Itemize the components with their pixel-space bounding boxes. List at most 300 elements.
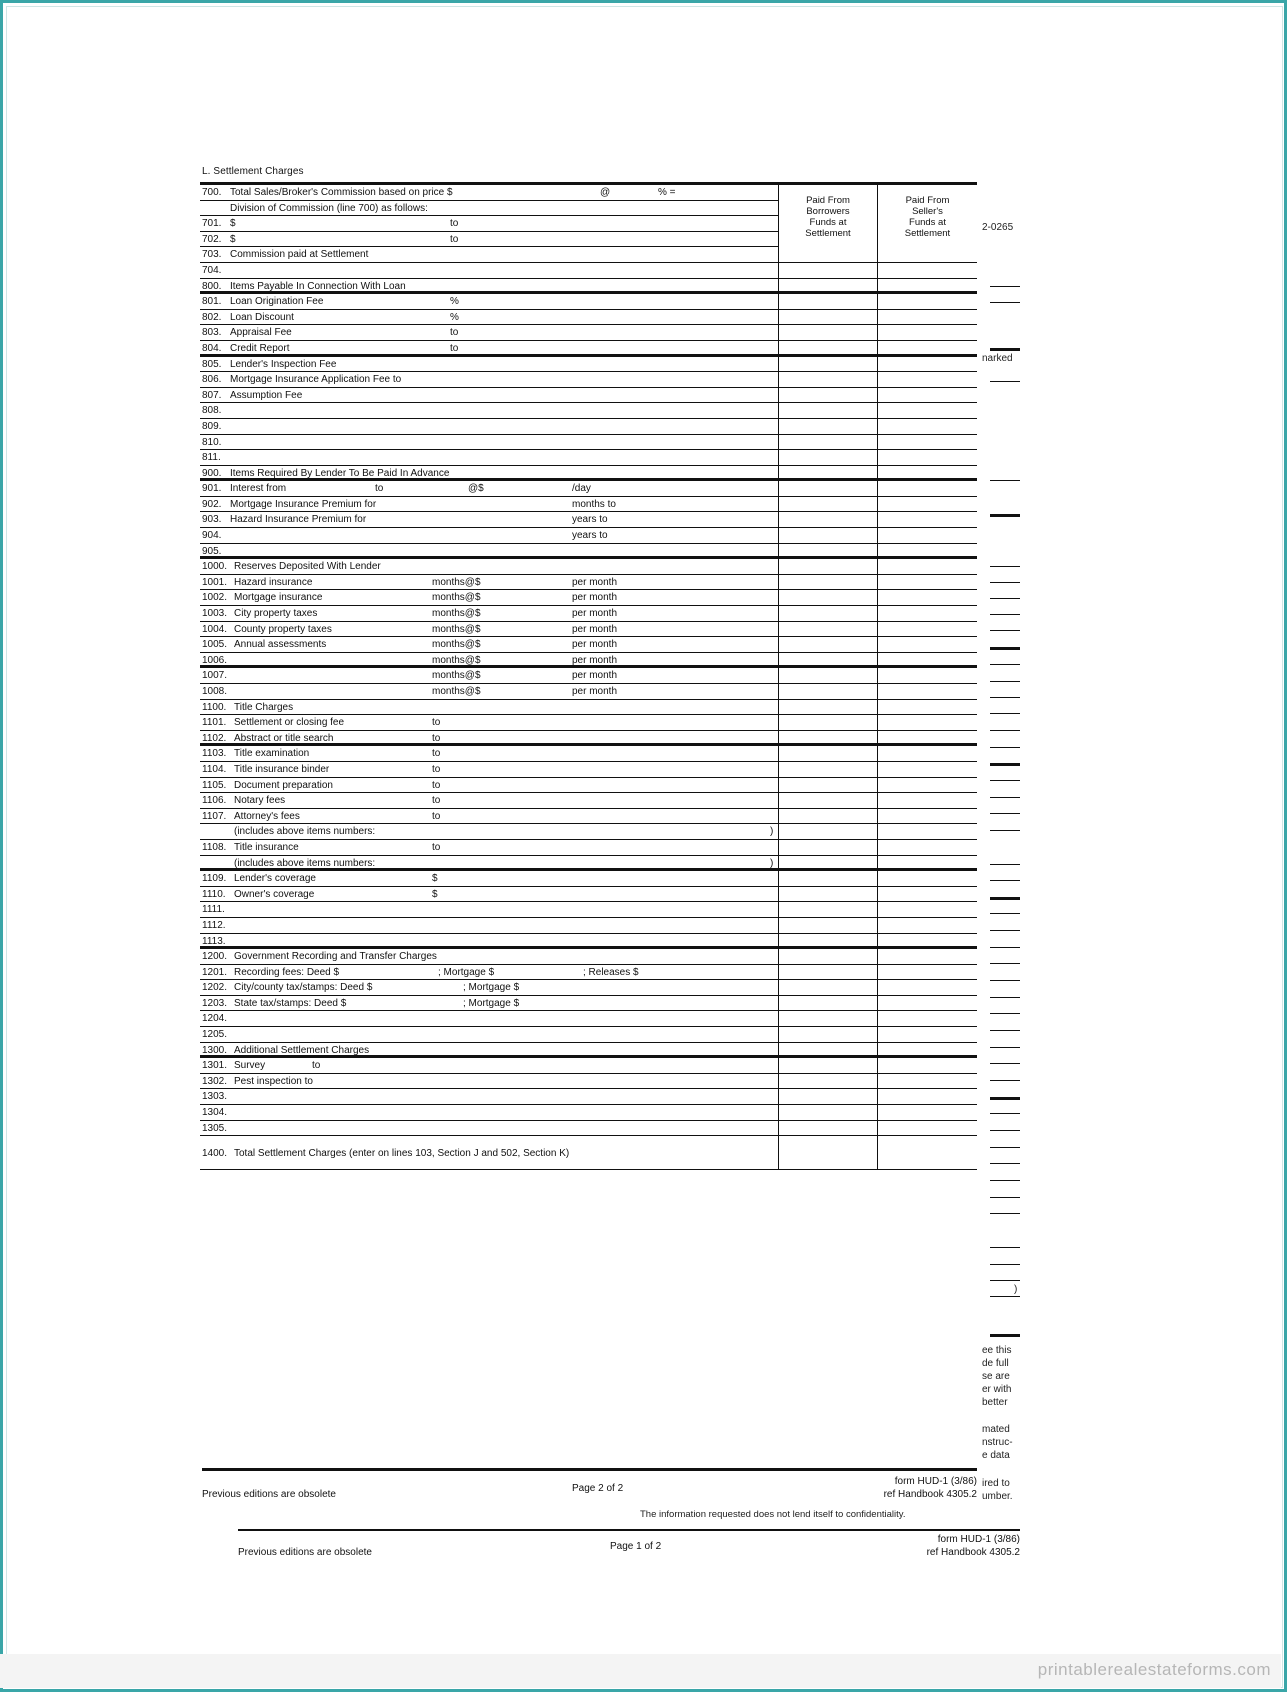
row-description	[200, 1058, 778, 1073]
seller-amount-cell[interactable]	[877, 1027, 977, 1042]
seller-amount-cell[interactable]	[877, 263, 977, 278]
line-label: Mortgage insurance	[234, 592, 323, 604]
line-label: (includes above items numbers:	[234, 857, 376, 869]
borrower-amount-cell[interactable]	[778, 1074, 877, 1089]
charge-row	[200, 185, 778, 201]
seller-amount-cell[interactable]	[877, 403, 977, 418]
borrower-amount-cell[interactable]	[778, 388, 877, 403]
marked-text-fragment: narked	[982, 353, 1013, 364]
borrower-amount-cell[interactable]	[778, 622, 877, 637]
seller-amount-cell[interactable]	[877, 466, 977, 479]
settlement-charges-form	[200, 162, 977, 1170]
seller-amount-cell[interactable]	[877, 559, 977, 574]
seller-header-line: Settlement	[904, 228, 951, 239]
back-footer-obsolete-note: Previous editions are obsolete	[238, 1547, 372, 1558]
seller-amount-cell[interactable]	[877, 294, 977, 309]
charge-row	[200, 1011, 977, 1027]
line-field-label: to	[450, 218, 459, 230]
back-rule-line	[990, 897, 1020, 900]
borrower-amount-cell[interactable]	[778, 949, 877, 964]
line-field-label: @$	[468, 483, 484, 495]
seller-amount-cell[interactable]	[877, 435, 977, 450]
back-rule-line	[990, 302, 1020, 303]
borrower-amount-cell[interactable]	[778, 700, 877, 715]
borrower-amount-cell[interactable]	[778, 247, 877, 262]
row-description	[200, 949, 778, 964]
borrower-amount-cell[interactable]	[778, 419, 877, 434]
seller-amount-cell[interactable]	[877, 856, 977, 869]
line-label: Owner's coverage	[234, 888, 315, 900]
seller-amount-cell[interactable]	[877, 1136, 977, 1169]
borrower-amount-cell[interactable]	[778, 450, 877, 465]
seller-amount-cell[interactable]	[877, 528, 977, 543]
borrower-amount-cell[interactable]	[778, 902, 877, 917]
section-header-row	[200, 1043, 977, 1059]
seller-amount-cell[interactable]	[877, 809, 977, 824]
seller-amount-cell[interactable]	[877, 778, 977, 793]
borrower-amount-cell[interactable]	[778, 918, 877, 933]
line-field-label: months@$	[432, 623, 481, 635]
seller-amount-cell[interactable]	[877, 388, 977, 403]
line-field-label: to	[450, 327, 459, 339]
line-label: $	[230, 233, 236, 245]
borrower-amount-cell[interactable]	[778, 357, 877, 372]
line-number: 811.	[202, 452, 221, 464]
charge-row	[200, 1089, 977, 1105]
seller-amount-cell[interactable]	[877, 1121, 977, 1136]
row-description	[200, 668, 778, 683]
line-number: 1113.	[202, 935, 226, 947]
back-rule-line	[990, 780, 1020, 781]
borrower-amount-cell[interactable]	[778, 934, 877, 947]
line-field-label: %	[450, 311, 459, 323]
row-description	[200, 996, 778, 1011]
line-number: 1305.	[202, 1122, 228, 1134]
line-number: 801.	[202, 296, 222, 308]
line-field-label: per month	[572, 608, 618, 620]
seller-amount-cell[interactable]	[877, 357, 977, 372]
seller-amount-cell[interactable]	[877, 606, 977, 621]
borrower-amount-cell[interactable]	[778, 653, 877, 666]
seller-amount-cell[interactable]	[877, 668, 977, 683]
seller-amount-cell[interactable]	[877, 372, 977, 387]
charge-row	[200, 575, 977, 591]
row-description	[200, 1105, 778, 1120]
row-description	[200, 263, 778, 278]
seller-amount-cell[interactable]	[877, 497, 977, 512]
borrower-header-line: Borrowers	[806, 206, 850, 217]
line-number: 1106.	[202, 795, 227, 807]
borrower-amount-cell[interactable]	[778, 1027, 877, 1042]
row-description	[200, 450, 778, 465]
line-number: 1301.	[202, 1060, 228, 1072]
seller-amount-cell[interactable]	[877, 824, 977, 839]
seller-amount-cell[interactable]	[877, 731, 977, 744]
footer-handbook-ref: ref Handbook 4305.2	[883, 1489, 977, 1500]
borrower-amount-cell[interactable]	[778, 809, 877, 824]
row-description	[200, 575, 778, 590]
borrower-amount-cell[interactable]	[778, 746, 877, 761]
seller-amount-cell[interactable]	[877, 512, 977, 527]
borrower-amount-cell[interactable]	[778, 559, 877, 574]
back-rule-line	[990, 1163, 1020, 1164]
line-label: Interest from	[230, 483, 287, 495]
borrower-amount-cell[interactable]	[778, 793, 877, 808]
line-number: 803.	[202, 327, 222, 339]
back-text-fragment: mated	[982, 1424, 1010, 1435]
charge-row	[200, 980, 977, 996]
charge-row	[200, 247, 977, 263]
line-label: City property taxes	[234, 608, 318, 620]
line-label: Total Sales/Broker's Commission based on price $	[230, 187, 453, 198]
back-rule-line	[990, 1264, 1020, 1265]
seller-amount-cell[interactable]	[877, 793, 977, 808]
row-description	[200, 357, 778, 372]
charge-row	[200, 622, 977, 638]
seller-amount-cell[interactable]	[877, 622, 977, 637]
seller-amount-cell[interactable]	[877, 419, 977, 434]
line-number: 1006.	[202, 654, 228, 666]
seller-amount-cell[interactable]	[877, 700, 977, 715]
seller-amount-cell[interactable]	[877, 653, 977, 666]
row-description	[200, 325, 778, 340]
row-description	[200, 201, 778, 216]
row-description	[200, 980, 778, 995]
borrower-amount-cell[interactable]	[778, 715, 877, 730]
borrower-amount-cell[interactable]	[778, 871, 877, 886]
line-label: Lender's Inspection Fee	[230, 358, 337, 370]
seller-amount-cell[interactable]	[877, 1074, 977, 1089]
line-label: Loan Discount	[230, 311, 294, 323]
borrower-amount-cell[interactable]	[778, 294, 877, 309]
borrower-amount-cell[interactable]	[778, 497, 877, 512]
borrower-amount-cell[interactable]	[778, 263, 877, 278]
line-label: Recording fees: Deed $	[234, 966, 340, 978]
seller-amount-cell[interactable]	[877, 575, 977, 590]
line-label: Mortgage Insurance Premium for	[230, 498, 377, 510]
line-field-label: to	[450, 342, 459, 354]
line-number: 1110.	[202, 888, 226, 900]
charge-row	[200, 590, 977, 606]
line-field-label: to	[432, 717, 441, 729]
row-description	[200, 497, 778, 512]
row-description	[200, 840, 778, 855]
seller-amount-cell[interactable]	[877, 247, 977, 262]
row-description	[200, 965, 778, 980]
back-rule-line	[990, 647, 1020, 650]
borrower-amount-cell[interactable]	[778, 606, 877, 621]
seller-amount-cell[interactable]	[877, 1105, 977, 1120]
row-description	[200, 824, 778, 839]
seller-amount-cell[interactable]	[877, 918, 977, 933]
row-description	[200, 934, 778, 947]
seller-amount-cell[interactable]	[877, 965, 977, 980]
section-header-row	[200, 949, 977, 965]
line-number: 904.	[202, 530, 222, 542]
borrower-amount-cell[interactable]	[778, 731, 877, 744]
line-label: Settlement or closing fee	[234, 717, 345, 729]
seller-amount-cell[interactable]	[877, 1011, 977, 1026]
charges-table	[200, 185, 977, 1170]
omb-number-fragment: 2-0265	[982, 222, 1014, 233]
line-label: Title insurance binder	[234, 763, 330, 775]
charge-row	[200, 1121, 977, 1137]
charge-row	[200, 996, 977, 1012]
back-rule-line	[990, 1030, 1020, 1031]
line-field-label: months@$	[432, 576, 481, 588]
line-label: Notary fees	[234, 795, 286, 807]
seller-amount-cell[interactable]	[877, 590, 977, 605]
charge-row	[200, 263, 977, 279]
back-rule-line	[990, 348, 1020, 351]
borrower-amount-cell[interactable]	[778, 1136, 877, 1169]
line-label: Division of Commission (line 700) as follows:	[230, 202, 428, 214]
borrower-amount-cell[interactable]	[778, 544, 877, 557]
line-number: 1108.	[202, 841, 227, 853]
row-description	[200, 528, 778, 543]
seller-amount-cell[interactable]	[877, 544, 977, 557]
line-number: 1204.	[202, 1013, 228, 1025]
borrower-amount-cell[interactable]	[778, 1011, 877, 1026]
borrower-amount-cell[interactable]	[778, 1121, 877, 1136]
borrower-amount-cell[interactable]	[778, 980, 877, 995]
row-description	[200, 809, 778, 824]
line-field-label: to	[432, 763, 441, 775]
footer-page-number: Page 2 of 2	[572, 1483, 624, 1494]
charge-row	[200, 216, 778, 232]
row-description	[200, 559, 778, 574]
section-title: L. Settlement Charges	[200, 162, 977, 185]
seller-amount-cell[interactable]	[877, 481, 977, 496]
row-description	[200, 1089, 778, 1104]
line-field-label: months@$	[432, 639, 481, 651]
borrower-amount-cell[interactable]	[778, 965, 877, 980]
borrower-amount-cell[interactable]	[778, 856, 877, 869]
seller-amount-cell[interactable]	[877, 684, 977, 699]
line-field-label: months to	[572, 498, 616, 510]
row-description	[200, 778, 778, 793]
row-description	[200, 388, 778, 403]
line-number: 1105.	[202, 779, 227, 791]
back-rule-line	[990, 514, 1020, 517]
line-number: 1300.	[202, 1044, 228, 1056]
line-number: 1205.	[202, 1029, 228, 1041]
borrower-amount-cell[interactable]	[778, 528, 877, 543]
borrower-amount-cell[interactable]	[778, 1105, 877, 1120]
borrower-header-line: Settlement	[805, 228, 851, 239]
borrower-amount-cell[interactable]	[778, 668, 877, 683]
charge-row	[200, 1136, 977, 1170]
back-rule-line	[990, 980, 1020, 981]
row-description	[200, 902, 778, 917]
borrower-amount-cell[interactable]	[778, 435, 877, 450]
charge-row	[200, 809, 977, 825]
borrower-amount-cell[interactable]	[778, 590, 877, 605]
charge-row	[200, 294, 977, 310]
line-number: 810.	[202, 436, 222, 448]
row-description	[200, 918, 778, 933]
line-label: Items Required By Lender To Be Paid In Advance	[230, 467, 450, 479]
back-rule-line	[990, 797, 1020, 798]
charge-row	[200, 528, 977, 544]
line-number: 1004.	[202, 623, 228, 635]
back-rule-line	[990, 1334, 1020, 1337]
row-description	[200, 715, 778, 730]
line-number: 1201.	[202, 966, 228, 978]
back-rule-line	[990, 747, 1020, 748]
seller-amount-cell[interactable]	[877, 949, 977, 964]
back-rule-line	[990, 664, 1020, 665]
seller-header-line: Paid From	[905, 195, 950, 206]
line-field-label: $	[432, 888, 438, 900]
row-description	[200, 372, 778, 387]
line-label: Abstract or title search	[234, 732, 334, 744]
line-field-label: to	[432, 779, 441, 791]
charge-row	[200, 310, 977, 326]
seller-header-line: Seller's	[912, 206, 943, 217]
borrower-amount-cell[interactable]	[778, 637, 877, 652]
charge-row	[200, 684, 977, 700]
row-description	[200, 1027, 778, 1042]
borrower-amount-cell[interactable]	[778, 403, 877, 418]
back-rule-line	[990, 1013, 1020, 1014]
row-description	[200, 310, 778, 325]
line-number: 800.	[202, 280, 222, 292]
line-number: 1000.	[202, 561, 228, 573]
borrower-amount-cell[interactable]	[778, 575, 877, 590]
back-text-fragment: se are	[982, 1371, 1010, 1382]
line-number: 1400.	[202, 1148, 228, 1160]
line-field-label: to	[432, 795, 441, 807]
line-label: Credit Report	[230, 342, 290, 354]
borrower-amount-cell[interactable]	[778, 840, 877, 855]
seller-amount-cell[interactable]	[877, 840, 977, 855]
seller-amount-cell[interactable]	[877, 637, 977, 652]
back-text-fragment: de full	[982, 1358, 1009, 1369]
seller-amount-cell[interactable]	[877, 1043, 977, 1056]
borrower-amount-cell[interactable]	[778, 279, 877, 292]
borrower-amount-cell[interactable]	[778, 512, 877, 527]
line-number: 700.	[202, 187, 222, 198]
back-rule-line	[990, 1063, 1020, 1064]
borrower-amount-cell[interactable]	[778, 887, 877, 902]
seller-amount-cell[interactable]	[877, 871, 977, 886]
seller-amount-cell[interactable]	[877, 934, 977, 947]
seller-amount-cell[interactable]	[877, 996, 977, 1011]
back-page-disclaimer: The information requested does not lend itself to confidentiality.	[640, 1509, 906, 1520]
borrower-amount-cell[interactable]	[778, 1058, 877, 1073]
row-description	[200, 341, 778, 354]
seller-amount-cell[interactable]	[877, 1058, 977, 1073]
seller-amount-cell[interactable]	[877, 310, 977, 325]
back-text-fragment: umber.	[982, 1491, 1013, 1502]
borrower-amount-cell[interactable]	[778, 310, 877, 325]
back-rule-line	[990, 1047, 1020, 1048]
line-number: 1203.	[202, 997, 228, 1009]
line-label: Attorney's fees	[234, 810, 300, 822]
seller-amount-cell[interactable]	[877, 715, 977, 730]
borrower-amount-cell[interactable]	[778, 684, 877, 699]
row-description	[200, 232, 778, 247]
seller-amount-cell[interactable]	[877, 887, 977, 902]
seller-amount-cell[interactable]	[877, 980, 977, 995]
row-description	[200, 887, 778, 902]
row-description	[200, 871, 778, 886]
line-number: 805.	[202, 358, 222, 370]
back-rule-line	[990, 864, 1020, 865]
line-label: Additional Settlement Charges	[234, 1044, 370, 1056]
charge-row	[200, 653, 977, 669]
charge-row	[200, 357, 977, 373]
seller-amount-cell[interactable]	[877, 325, 977, 340]
line-label: City/county tax/stamps: Deed $	[234, 982, 373, 994]
line-field-label: to	[375, 483, 384, 495]
borrower-amount-cell[interactable]	[778, 996, 877, 1011]
charge-row	[200, 902, 977, 918]
line-label: $	[230, 218, 236, 230]
borrower-amount-cell[interactable]	[778, 325, 877, 340]
borrower-amount-cell[interactable]	[778, 824, 877, 839]
line-field-label: years to	[572, 530, 608, 542]
line-number: 1103.	[202, 748, 227, 760]
charge-row	[200, 419, 977, 435]
borrower-amount-cell[interactable]	[778, 481, 877, 496]
row-description	[200, 731, 778, 744]
row-description	[200, 1011, 778, 1026]
line-number: 1111.	[202, 904, 225, 916]
line-number: 1100.	[202, 701, 227, 713]
back-rule-line	[990, 930, 1020, 931]
seller-amount-cell[interactable]	[877, 279, 977, 292]
back-rule-line	[990, 1097, 1020, 1100]
charge-row	[200, 372, 977, 388]
borrower-amount-cell[interactable]	[778, 762, 877, 777]
page-footer	[202, 1468, 977, 1507]
borrower-amount-cell[interactable]	[778, 372, 877, 387]
charge-row	[200, 403, 977, 419]
borrower-amount-cell[interactable]	[778, 466, 877, 479]
line-field-label: per month	[572, 639, 618, 651]
seller-amount-cell[interactable]	[877, 450, 977, 465]
line-label: Mortgage Insurance Application Fee to	[230, 374, 402, 386]
row-description	[200, 1136, 778, 1169]
charge-row	[200, 606, 977, 622]
seller-amount-cell[interactable]	[877, 762, 977, 777]
seller-amount-cell[interactable]	[877, 341, 977, 354]
watermark-text: printablerealestateforms.com	[1037, 1660, 1271, 1679]
charge-row	[200, 544, 977, 560]
charge-row	[200, 1074, 977, 1090]
row-description	[200, 481, 778, 496]
back-rule-line	[990, 681, 1020, 682]
line-number: 1302.	[202, 1075, 228, 1087]
borrower-amount-cell[interactable]	[778, 778, 877, 793]
borrower-amount-cell[interactable]	[778, 341, 877, 354]
seller-amount-cell[interactable]	[877, 746, 977, 761]
line-number: 1102.	[202, 732, 227, 744]
back-rule-line	[990, 1147, 1020, 1148]
row-description	[200, 279, 778, 292]
line-number: 1001.	[202, 576, 228, 588]
line-field-label: to	[432, 841, 441, 853]
row-description	[200, 637, 778, 652]
line-field-label: ; Mortgage $	[463, 982, 520, 994]
seller-amount-cell[interactable]	[877, 1089, 977, 1104]
line-field-label: to	[432, 732, 441, 744]
seller-amount-cell[interactable]	[877, 902, 977, 917]
borrower-amount-cell[interactable]	[778, 1089, 877, 1104]
borrower-amount-cell[interactable]	[778, 1043, 877, 1056]
